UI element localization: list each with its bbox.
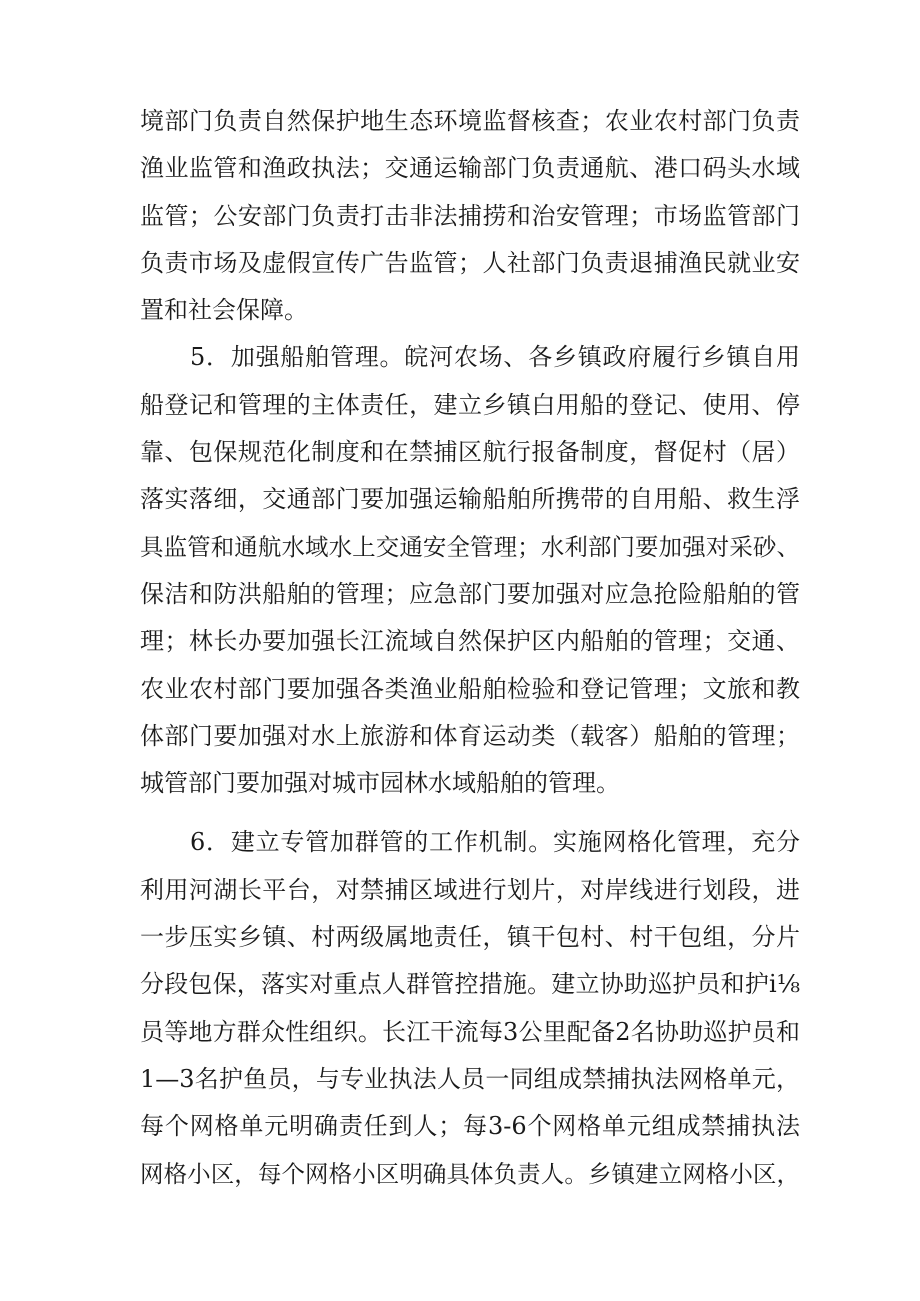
text-line: 体部门要加强对水上旅游和体育运动类（载客）船舶的管理； (140, 721, 800, 750)
text-line: 理；林长办要加强长江流域自然保护区内船舶的管理；交通、 (140, 627, 800, 656)
text-line: 利用河湖长平台，对禁捕区域进行划片，对岸线进行划段，进 (140, 875, 800, 904)
text-line: 靠、包保规范化制度和在禁捕区航行报备制度，督促村（居） (140, 438, 800, 467)
text-line: 境部门负责自然保护地生态环境监督核查；农业农村部门负责 (140, 107, 800, 135)
text-line: 置和社会保障。 (140, 296, 308, 325)
text-line: 渔业监管和渔政执法；交通运输部门负责通航、港口码头水域 (140, 154, 800, 183)
text-line: 网格小区，每个网格小区明确具体负责人。乡镇建立网格小区， (140, 1159, 800, 1188)
text-line: 一步压实乡镇、村两级属地责任，镇干包村、村干包组，分片 (140, 923, 800, 952)
text-line: 1—3名护鱼员，与专业执法人员一同组成禁捕执法网格单元， (140, 1064, 800, 1093)
text-line: 具监管和通航水域水上交通安全管理；水利部门要加强对采砂、 (140, 532, 800, 561)
text-line: 落实落细，交通部门要加强运输船舶所携带的自用船、救生浮 (140, 485, 800, 514)
text-line: 员等地方群众性组织。长江干流每3公里配备2名协助巡护员和 (140, 1017, 800, 1046)
paragraph-para-departments (140, 98, 800, 334)
text-line: 监管；公安部门负责打击非法捕捞和治安管理；市场监管部门 (140, 201, 800, 230)
paragraph-para-item-5 (140, 334, 800, 807)
text-line: 每个网格单元明确责任到人；每3-6个网格单元组成禁捕执法 (140, 1112, 800, 1141)
text-line: 负责市场及虚假宣传广告监管；人社部门负责退捕渔民就业安 (140, 248, 800, 277)
text-line: 城管部门要加强对城市园林水域船舶的管理。 (140, 769, 620, 798)
document-body (140, 98, 800, 1198)
text-line: 农业农村部门要加强各类渔业船舶检验和登记管理；文旅和教 (140, 674, 800, 703)
paragraph-para-item-6 (140, 819, 800, 1197)
text-line: 6．建立专管加群管的工作机制。实施网格化管理，充分 (190, 828, 800, 857)
text-line: 船登记和管理的主体责任，建立乡镇白用船的登记、使用、停 (140, 390, 800, 419)
text-line: 分段包保，落实对重点人群管控措施。建立协助巡护员和护i⅛ (140, 970, 800, 999)
text-line: 保洁和防洪船舶的管理；应急部门要加强对应急抢险船舶的管 (140, 579, 800, 608)
text-line: 5．加强船舶管理。皖河农场、各乡镇政府履行乡镇自用 (190, 343, 800, 372)
